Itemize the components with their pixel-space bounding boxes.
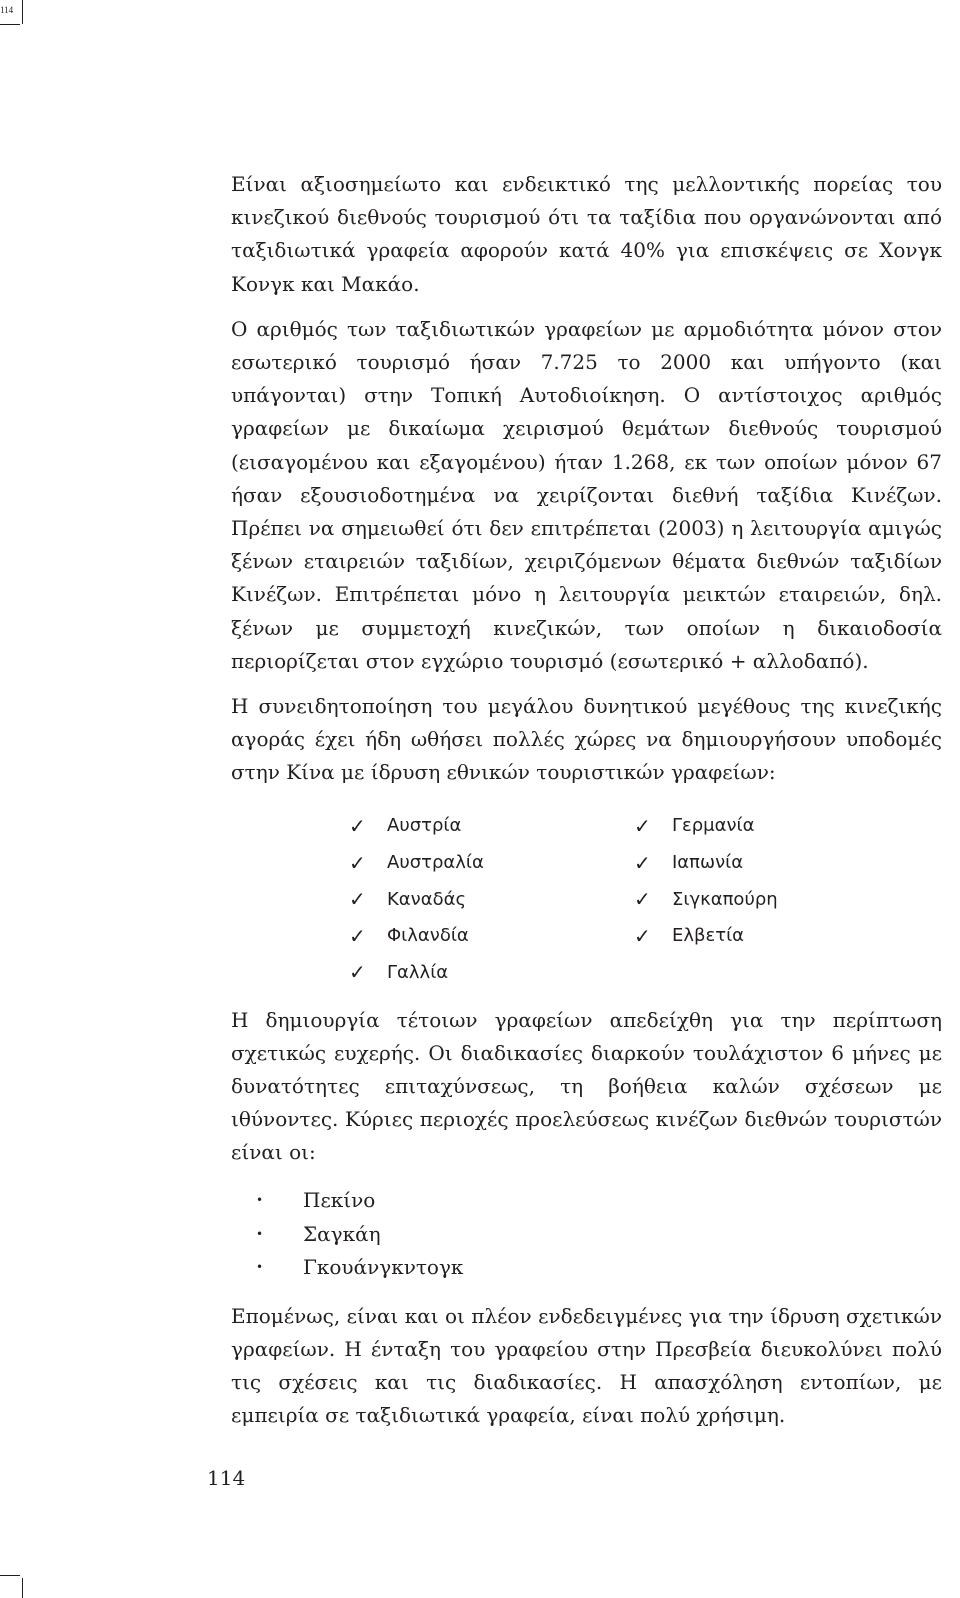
- country-column-right: [634, 808, 894, 954]
- country-label: Φιλανδία: [387, 925, 469, 947]
- checkmark-icon: ✓: [634, 813, 651, 838]
- list-item: [634, 808, 894, 845]
- paragraph-5: Επομένως, είναι και οι πλέον ενδεδειγμένες για την ίδρυση σχετικών γραφείων. Η ένταξη του γραφείου στην Πρεσβεία διευκολύνει πολύ τις σχέσεις και τις διαδικασίες. Η απασχόληση εντοπίων, με εμπειρία σε ταξιδιωτικά γραφεία, είναι πολύ χρήσιμη.: [231, 1303, 942, 1428]
- country-label: Αυστραλία: [387, 852, 484, 874]
- list-item: [231, 1217, 942, 1250]
- checkmark-icon: ✓: [349, 887, 366, 912]
- list-item: [634, 917, 894, 954]
- page-number: 114: [207, 1466, 246, 1490]
- crop-mark-top-vertical: [22, 0, 23, 24]
- city-label: Πεκίνο: [303, 1188, 376, 1213]
- paragraph-2: Ο αριθμός των ταξιδιωτικών γραφείων με αρμοδιότητα μόνον στον εσωτερικό τουρισμό ήσαν 7.725 το 2000 και υπήγοντο (και υπάγονται) στην Τοπική Αυτοδιοίκηση. Ο αντίστοιχος αριθμός γραφείων με δικαίωμα χειρισμού θεμάτων διεθνούς τουρισμού (εισαγομένου και εξαγομένου) ήταν 1.268, εκ των οποίων μόνον 67 ήσαν εξουσιοδοτημένα να χειρίζονται διεθνή ταξίδια Κινέζων. Πρέπει να σημειωθεί ότι δεν επιτρέπεται (2003) η λειτουργία αμιγώς ξένων εταιρειών ταξιδίων, χειριζόμενων θέματα διεθνών ταξιδίων Κινέζων. Επιτρέπεται μόνο η λειτουργία μεικτών εταιρειών, δηλ. ξένων με συμμετοχή κινεζικών, των οποίων η δικαιοδοσία περιορίζεται στον εγχώριο τουρισμό (εσωτερικό + αλλοδαπό).: [231, 316, 942, 673]
- bullet-icon: •: [256, 1193, 264, 1208]
- crop-mark-label: 114: [0, 5, 14, 15]
- checkmark-icon: ✓: [634, 850, 651, 875]
- city-label: Σαγκάη: [303, 1221, 381, 1246]
- list-item: [349, 808, 609, 845]
- list-item: [349, 881, 609, 918]
- country-label: Γερμανία: [672, 815, 755, 837]
- list-item: [634, 881, 894, 918]
- checkmark-icon: ✓: [634, 887, 651, 912]
- country-column-left: [349, 808, 609, 991]
- checkmark-icon: ✓: [349, 850, 366, 875]
- country-label: Καναδάς: [387, 888, 467, 910]
- crop-mark-bottom-horizontal: [0, 1575, 20, 1576]
- country-label: Γαλλία: [387, 961, 449, 983]
- crop-mark-top-horizontal: [0, 24, 20, 25]
- list-item: [231, 1184, 942, 1217]
- checkmark-icon: ✓: [634, 923, 651, 948]
- paragraph-3: Η συνειδητοποίηση του μεγάλου δυνητικού μεγέθους της κινεζικής αγοράς έχει ήδη ωθήσει πολλές χώρες να δημιουργήσουν υποδομές στην Κίνα με ίδρυση εθνικών τουριστικών γραφείων:: [231, 694, 942, 785]
- city-bullet-list: [231, 1184, 942, 1284]
- country-label: Αυστρία: [387, 815, 462, 837]
- list-item: [231, 1250, 942, 1283]
- crop-mark-bottom-vertical: [22, 1578, 23, 1598]
- country-label: Ελβετία: [672, 925, 745, 947]
- checkmark-icon: ✓: [349, 813, 366, 838]
- country-label: Σιγκαπούρη: [672, 888, 778, 910]
- country-label: Ιαπωνία: [672, 852, 744, 874]
- paragraph-1: Είναι αξιοσημείωτο και ενδεικτικό της μελλοντικής πορείας του κινεζικού διεθνούς τουρισμού ότι τα ταξίδια που οργανώνονται από ταξιδιωτικά γραφεία αφορούν κατά 40% για επισκέψεις σε Χονγκ Κονγκ και Μακάο.: [231, 172, 942, 296]
- bullet-icon: •: [256, 1259, 264, 1274]
- bullet-icon: •: [256, 1226, 264, 1241]
- country-checklist: [231, 808, 942, 986]
- list-item: [349, 917, 609, 954]
- list-item: [349, 954, 609, 991]
- page-content: [231, 168, 942, 1432]
- paragraph-4: Η δημιουργία τέτοιων γραφείων απεδείχθη για την περίπτωση σχετικώς ευχερής. Οι διαδικασίες διαρκούν τουλάχιστον 6 μήνες με δυνατότητες επιταχύνσεως, τη βοήθεια καλών σχέσεων με ιθύνοντες. Κύριες περιοχές προελεύσεως κινέζων διεθνών τουριστών είναι οι:: [231, 1007, 942, 1165]
- checkmark-icon: ✓: [349, 923, 366, 948]
- list-item: [349, 844, 609, 881]
- checkmark-icon: ✓: [349, 960, 366, 985]
- list-item: [634, 844, 894, 881]
- city-label: Γκουάνγκντογκ: [303, 1254, 464, 1279]
